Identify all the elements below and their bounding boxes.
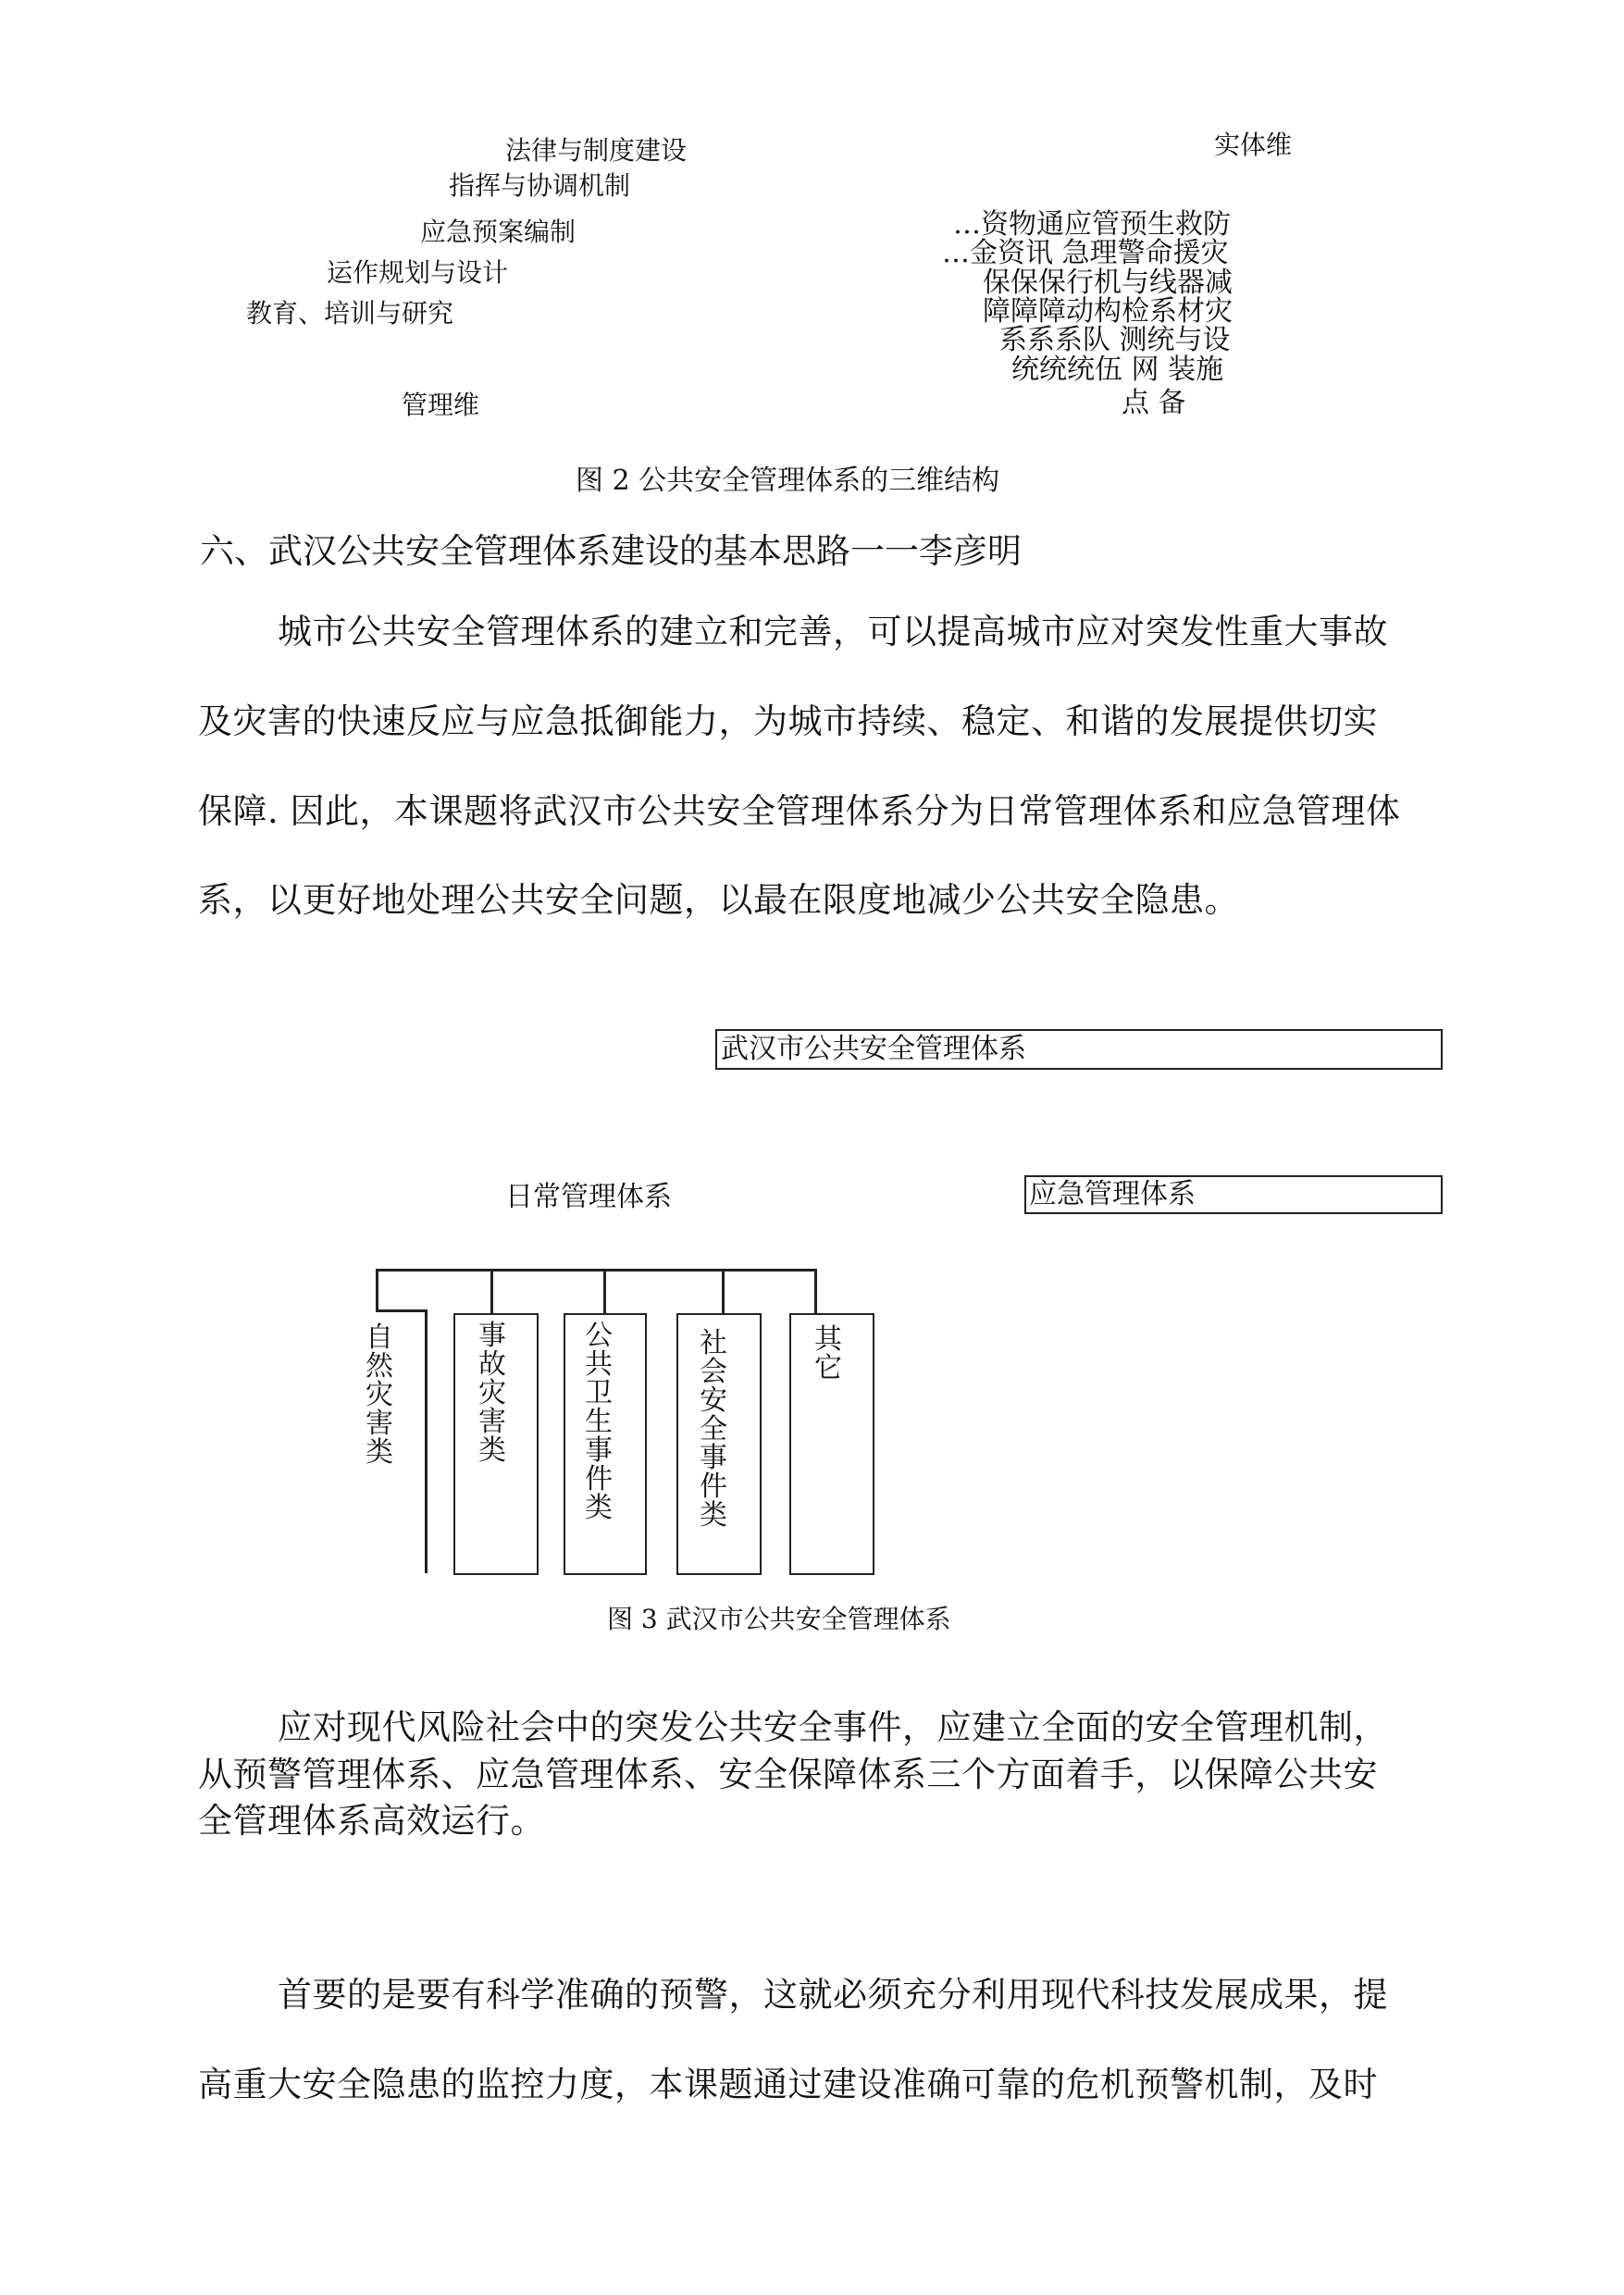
- management-item: 运作规划与设计: [327, 257, 509, 288]
- emergency-label: 应急管理体系: [1029, 1178, 1196, 1210]
- connector-vertical: [814, 1269, 817, 1313]
- category-text: 自然灾害类: [366, 1321, 393, 1469]
- entity-dimension-label: 实体维: [1214, 130, 1293, 160]
- category-frame: [376, 1309, 428, 1312]
- paragraph-line: 从预警管理体系、应急管理体系、安全保障体系三个方面着手，以保障公共安: [198, 1755, 1378, 1794]
- paragraph-line: 城市公共安全管理体系的建立和完善，可以提高城市应对突发性重大事故: [278, 612, 1388, 651]
- connector-vertical: [603, 1269, 606, 1313]
- management-item: 应急预案编制: [420, 217, 576, 247]
- figure-caption: 图 3 武汉市公共安全管理体系: [607, 1604, 951, 1634]
- category-label: [700, 1329, 727, 1530]
- management-item: 教育、培训与研究: [246, 298, 454, 329]
- entity-row: 点 备: [1122, 387, 1186, 419]
- connector-vertical: [376, 1269, 378, 1309]
- management-item: 指挥与协调机制: [449, 170, 631, 201]
- category-label: [585, 1321, 613, 1522]
- paragraph-line: 应对现代风险社会中的突发公共安全事件，应建立全面的安全管理机制，: [278, 1707, 1388, 1747]
- paragraph-line: 及灾害的快速反应与应急抵御能力，为城市持续、稳定、和谐的发展提供切实: [198, 701, 1378, 741]
- root-label: 武汉市公共安全管理体系: [721, 1033, 1026, 1065]
- paragraph-line: 保障. 因此，本课题将武汉市公共安全管理体系分为日常管理体系和应急管理体: [198, 791, 1401, 831]
- entity-row: …资物通应管预生救防: [953, 208, 1231, 241]
- category-frame: [425, 1536, 428, 1573]
- daily-system-label: 日常管理体系: [505, 1181, 672, 1213]
- category-label: [814, 1325, 842, 1383]
- category-text: 事故灾害类: [478, 1320, 506, 1467]
- emergency-box: [1024, 1175, 1443, 1214]
- category-text: 社会安全事件类: [700, 1327, 727, 1532]
- connector-vertical: [490, 1269, 493, 1313]
- category-label: [478, 1321, 506, 1465]
- paragraph-line: 高重大安全隐患的监控力度，本课题通过建设准确可靠的危机预警机制，及时: [198, 2065, 1378, 2104]
- entity-row: 系系系队 测统与设: [999, 324, 1231, 356]
- entity-row: 保保保行机与线器减: [983, 267, 1233, 299]
- category-text: 公共卫生事件类: [585, 1320, 613, 1524]
- entity-row: 统统统伍 网 装施: [1011, 354, 1224, 386]
- connector-vertical: [722, 1269, 725, 1313]
- paragraph-line: 全管理体系高效运行。: [198, 1801, 545, 1841]
- connector-horizontal: [376, 1269, 816, 1272]
- management-item: 法律与制度建设: [505, 135, 688, 166]
- management-dimension-label: 管理维: [402, 390, 480, 420]
- entity-row: 障障障动构检系材灾: [983, 295, 1233, 328]
- paragraph-line: 系，以更好地处理公共安全问题，以最在限度地减少公共安全隐患。: [198, 880, 1239, 920]
- root-box: [715, 1029, 1443, 1070]
- figure-caption: 图 2 公共安全管理体系的三维结构: [576, 465, 1000, 497]
- section-heading: 六、武汉公共安全管理体系建设的基本思路一一李彦明: [200, 531, 1022, 571]
- category-frame: [425, 1309, 428, 1573]
- entity-row: …金资讯 急理警命援灾: [942, 237, 1229, 269]
- category-label: [366, 1323, 393, 1467]
- paragraph-line: 首要的是要有科学准确的预警，这就必须充分利用现代科技发展成果，提: [278, 1975, 1388, 2015]
- category-text: 其它: [814, 1323, 842, 1384]
